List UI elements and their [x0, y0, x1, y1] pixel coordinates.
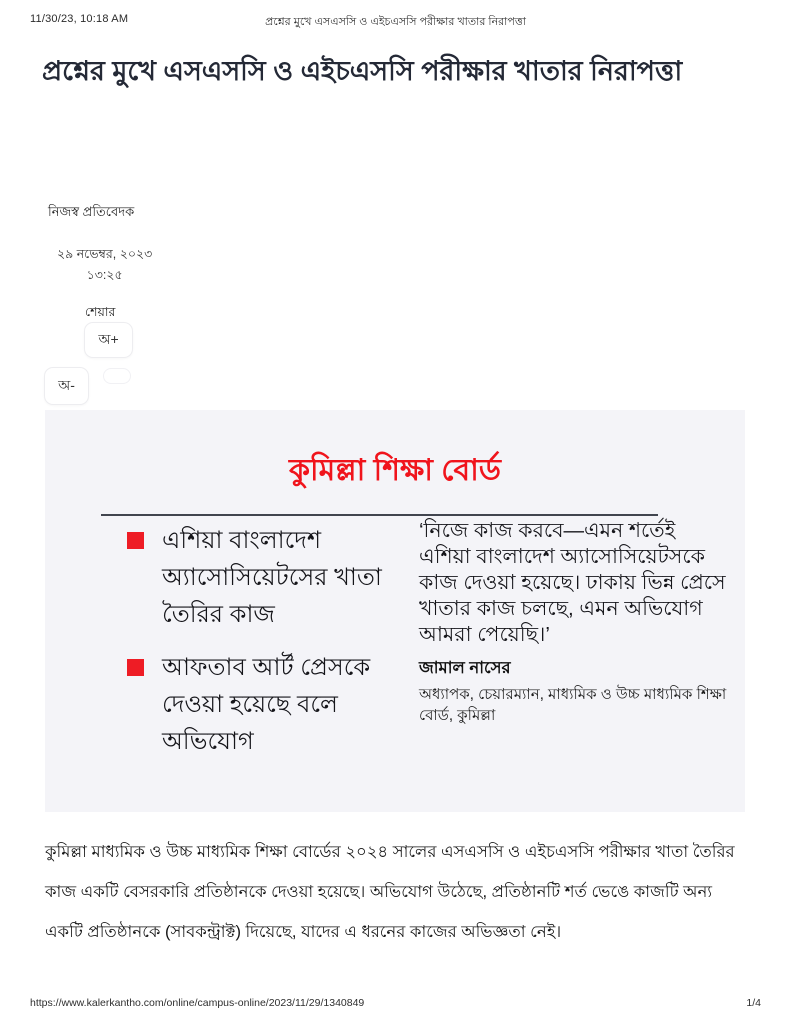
infobox-divider: [101, 514, 658, 516]
infobox-bullet-list: [127, 522, 427, 776]
quote-author-designation: অধ্যাপক, চেয়ারম্যান, মাধ্যমিক ও উচ্চ মাধ্যমিক শিক্ষা বোর্ড, কুমিল্লা: [419, 686, 727, 724]
print-datetime: 11/30/23, 10:18 AM: [30, 13, 129, 25]
list-item: [127, 522, 427, 633]
print-page-number: 1/4: [746, 997, 761, 1009]
article-date-time: [57, 244, 152, 286]
font-increase-label: অ+: [98, 331, 119, 347]
bullet-text: এশিয়া বাংলাদেশ অ্যাসোসিয়েটসের খাতা তৈরির কাজ: [162, 527, 382, 628]
article-body-paragraph: কুমিল্লা মাধ্যমিক ও উচ্চ মাধ্যমিক শিক্ষা বোর্ডের ২০২৪ সালের এসএসসি ও এইচএসসি পরীক্ষার খাতা তৈরির কাজ একটি বেসরকারি প্রতিষ্ঠানকে দেওয়া হয়েছে। অভিযোগ উঠেছে, প্রতিষ্ঠানটি শর্ত ভেঙে কাজটি অন্য একটি প্রতিষ্ঠানকে (সাবকন্ট্রাক্ট) দিয়েছে, যাদের এ ধরনের কাজের অভিজ্ঞতা নেই।: [45, 843, 735, 941]
article-headline: প্রশ্নের মুখে এসএসসি ও এইচএসসি পরীক্ষার খাতার নিরাপত্তা: [42, 56, 683, 86]
share-label: শেয়ার: [85, 305, 116, 319]
font-decrease-button[interactable]: [44, 367, 89, 405]
article-time: ১৩:২৫: [86, 268, 123, 282]
print-page-title: প্রশ্নের মুখে এসএসসি ও এইচএসসি পরীক্ষার খাতার নিরাপত্তা: [265, 16, 526, 28]
share-button-placeholder[interactable]: [103, 368, 131, 384]
article-author: নিজস্ব প্রতিবেদক: [48, 204, 135, 219]
article-date: ২৯ নভেম্বর, ২০২৩: [57, 247, 153, 261]
print-source-url: https://www.kalerkantho.com/online/campus-online/2023/11/29/1340849: [30, 997, 365, 1009]
red-square-bullet-icon: [127, 532, 144, 549]
red-square-bullet-icon: [127, 659, 144, 676]
font-increase-button[interactable]: [84, 322, 133, 358]
infobox-graphic: [45, 410, 745, 812]
print-header: [30, 13, 761, 29]
infobox-title: কুমিল্লা শিক্ষা বোর্ড: [289, 454, 501, 487]
list-item: [127, 649, 427, 760]
quote-text: ‘নিজে কাজ করবে—এমন শর্তেই এশিয়া বাংলাদেশ অ্যাসোসিয়েটসকে কাজ দেওয়া হয়েছে। ঢাকায় ভিন্ন প্রেসে খাতার কাজ চলছে, এমন অভিযোগ আমরা পেয়েছি।’: [419, 519, 726, 646]
font-decrease-label: অ-: [58, 377, 75, 393]
print-footer: [30, 997, 761, 1013]
bullet-text: আফতাব আর্ট প্রেসকে দেওয়া হয়েছে বলে অভিযোগ: [162, 654, 371, 755]
infobox-quote-block: [419, 518, 727, 726]
quote-author: জামাল নাসের: [419, 659, 511, 677]
